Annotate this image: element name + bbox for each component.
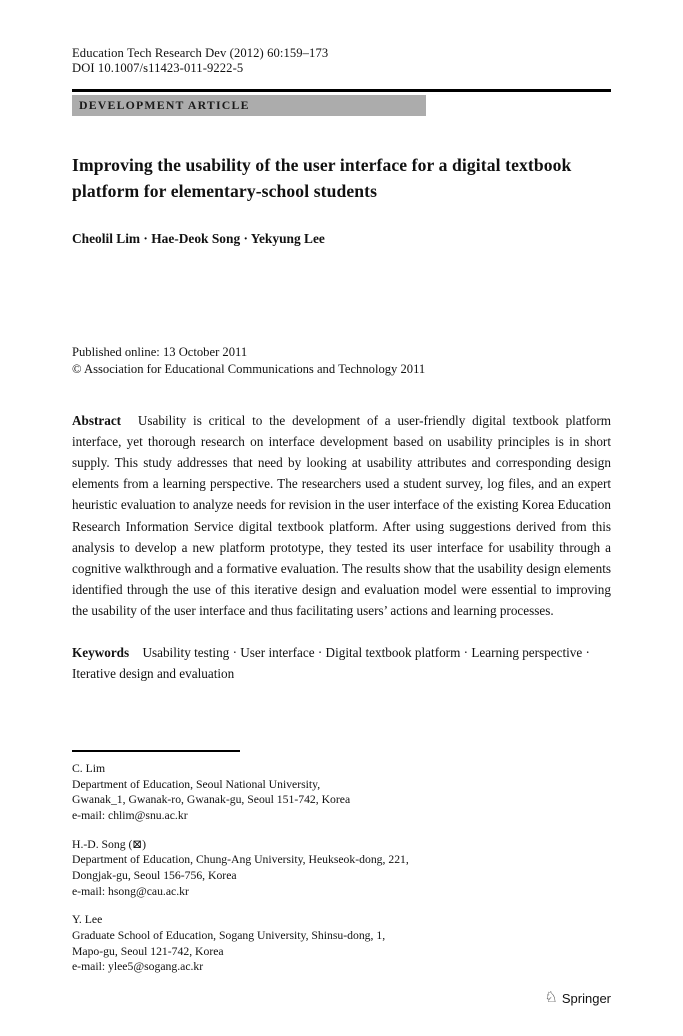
header-rule [72,89,611,92]
footnote-line: Gwanak_1, Gwanak-ro, Gwanak-gu, Seoul 151-742, Korea [72,793,351,807]
footnote-rule [72,750,240,752]
footnote-line: Department of Education, Seoul National University, [72,777,321,791]
abstract-text: Usability is critical to the development of a user-friendly digital textbook platform interface, yet thorough research on interface development based on usability principles is in short supply. This study addresses that need by looking at usability attributes and corresponding design elements from a learning perspective. The researchers used a student survey, log files, and an expert heuristic evaluation to analyze needs for revision in the user interface of the existing Korea Education Research Information Service digital textbook platform. After using suggestions derived from this analysis to develop a new platform prototype, they tested its user interface for usability through a cognitive walkthrough and a formative evaluation. The results show that the usability design elements identified through the use of this iterative design and evaluation model were essential to improving the usability of the user interface and thus facilitating users’ actions and learning processes. [72,412,611,619]
journal-header [72,46,611,116]
journal-doi: DOI 10.1007/s11423-011-9222-5 [72,61,244,76]
abstract-section [72,410,611,621]
publisher-mark [544,991,611,1006]
keywords-text: Usability testing · User interface · Digital textbook platform · Learning perspective · Iterative design and evaluation [72,645,590,682]
publication-info [72,344,611,377]
footnote-email: e-mail: chlim@snu.ac.kr [72,809,188,823]
article-title: Improving the usability of the user interface for a digital textbook platform for elementary-school students [72,154,572,202]
author-line: Cheolil Lim · Hae-Deok Song · Yekyung Lee [72,231,325,247]
footnote-line: Graduate School of Education, Sogang University, Shinsu-dong, 1, [72,929,386,943]
abstract-label: Abstract [72,412,122,428]
author-footnotes [72,761,611,975]
footnote-email: e-mail: ylee5@sogang.ac.kr [72,960,204,974]
footnote-email: e-mail: hsong@cau.ac.kr [72,884,189,898]
footnote-line: Department of Education, Chung-Ang University, Heukseok-dong, 221, [72,853,409,867]
copyright-line: © Association for Educational Communications and Technology 2011 [72,361,426,376]
footnote-line: C. Lim [72,762,106,775]
publisher-name: Springer [561,991,611,1006]
footnote-author-3 [72,912,611,975]
footnote-line: H.-D. Song (⊠) [72,837,147,851]
keywords-section [72,642,611,684]
footnote-author-1 [72,761,611,824]
published-online-line: Published online: 13 October 2011 [72,345,248,360]
journal-citation: Education Tech Research Dev (2012) 60:159–173 [72,46,329,60]
article-type-banner: DEVELOPMENT ARTICLE [72,95,426,116]
footnote-line: Mapo-gu, Seoul 121-742, Korea [72,944,224,958]
footnote-author-2 [72,837,611,900]
keywords-label: Keywords [72,645,130,661]
springer-logo-icon: ♘ [544,990,558,1006]
footnote-line: Y. Lee [72,913,103,927]
footnote-line: Dongjak-gu, Seoul 156-756, Korea [72,869,237,883]
